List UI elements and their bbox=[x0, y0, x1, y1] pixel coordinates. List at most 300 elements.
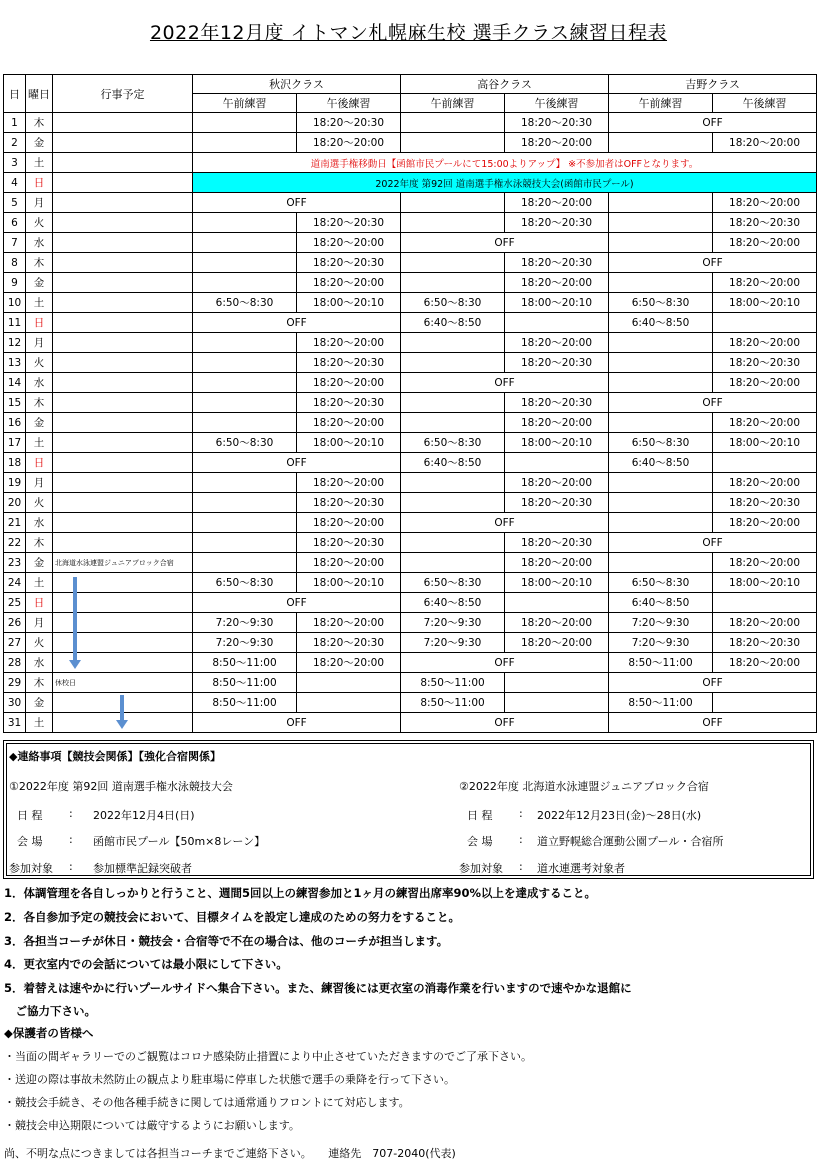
header-events: 行事予定 bbox=[53, 75, 193, 113]
closure-period-arrow bbox=[120, 695, 124, 720]
practice-cell: 8:50～11:00 bbox=[401, 673, 505, 693]
event-1-target: 参加標準記録突破者 bbox=[93, 862, 192, 875]
practice-cell bbox=[193, 533, 297, 553]
day-cell: 21 bbox=[4, 513, 26, 533]
table-row bbox=[4, 293, 817, 313]
day-cell: 30 bbox=[4, 693, 26, 713]
practice-cell bbox=[401, 553, 505, 573]
rule-1: 1．体調管理を各自しっかりと行うこと、週間5回以上の練習参加と1ヶ月の練習出席率90%以上を達成すること。 bbox=[4, 886, 597, 900]
practice-cell: 18:00～20:10 bbox=[297, 293, 401, 313]
event-2-date-label: 日 程 bbox=[467, 809, 493, 822]
practice-cell bbox=[713, 693, 817, 713]
practice-cell bbox=[609, 193, 713, 213]
day-cell: 4 bbox=[4, 173, 26, 193]
table-row bbox=[4, 273, 817, 293]
header-pm: 午後練習 bbox=[505, 94, 609, 113]
practice-cell: 18:20～20:00 bbox=[505, 413, 609, 433]
practice-cell: 6:50～8:30 bbox=[609, 433, 713, 453]
table-row bbox=[4, 573, 817, 593]
event-cell bbox=[53, 153, 193, 173]
practice-cell bbox=[609, 473, 713, 493]
practice-cell bbox=[193, 553, 297, 573]
weekday-cell: 月 bbox=[26, 333, 53, 353]
table-row bbox=[4, 553, 817, 573]
event-cell bbox=[53, 133, 193, 153]
practice-cell: OFF bbox=[193, 453, 401, 473]
header-day: 日 bbox=[4, 75, 26, 113]
practice-cell bbox=[505, 593, 609, 613]
guardian-note-3: ・競技会手続き、その他各種手続きに関しては通常通りフロントにて対応します。 bbox=[4, 1096, 410, 1109]
table-row bbox=[4, 593, 817, 613]
table-row bbox=[4, 133, 817, 153]
practice-cell bbox=[193, 133, 297, 153]
weekday-cell: 火 bbox=[26, 213, 53, 233]
practice-cell bbox=[193, 213, 297, 233]
rule-4: 4．更衣室内での会話については最小限にして下さい。 bbox=[4, 957, 288, 971]
closure-period-arrowhead bbox=[116, 720, 128, 729]
practice-cell: 6:40～8:50 bbox=[401, 593, 505, 613]
practice-cell: OFF bbox=[401, 513, 609, 533]
weekday-cell: 水 bbox=[26, 373, 53, 393]
event-cell bbox=[53, 413, 193, 433]
guardian-note-1: ・当面の間ギャラリーでのご観覧はコロナ感染防止措置により中止させていただきますのでご了承下さい。 bbox=[4, 1050, 532, 1063]
day-cell: 18 bbox=[4, 453, 26, 473]
practice-cell bbox=[609, 233, 713, 253]
practice-cell bbox=[401, 213, 505, 233]
practice-cell bbox=[401, 473, 505, 493]
practice-cell: 18:20～20:00 bbox=[713, 473, 817, 493]
header-am: 午前練習 bbox=[401, 94, 505, 113]
table-row bbox=[4, 693, 817, 713]
practice-cell: 6:40～8:50 bbox=[401, 453, 505, 473]
practice-cell: 18:20～20:00 bbox=[297, 473, 401, 493]
event-cell bbox=[53, 173, 193, 193]
event-cell bbox=[53, 313, 193, 333]
day-cell: 9 bbox=[4, 273, 26, 293]
practice-cell bbox=[401, 113, 505, 133]
practice-cell bbox=[609, 353, 713, 373]
practice-cell bbox=[401, 193, 505, 213]
colon: : bbox=[69, 833, 73, 846]
guardian-heading: ◆保護者の皆様へ bbox=[4, 1026, 94, 1040]
day-cell: 25 bbox=[4, 593, 26, 613]
practice-cell: 18:20～20:30 bbox=[297, 633, 401, 653]
practice-cell: 18:20～20:00 bbox=[505, 133, 609, 153]
practice-cell: 18:20～20:30 bbox=[505, 213, 609, 233]
table-row bbox=[4, 193, 817, 213]
practice-cell: 18:20～20:00 bbox=[713, 273, 817, 293]
practice-cell: OFF bbox=[401, 713, 609, 733]
weekday-cell: 月 bbox=[26, 473, 53, 493]
weekday-cell: 木 bbox=[26, 253, 53, 273]
practice-cell bbox=[401, 393, 505, 413]
practice-cell: 18:20～20:30 bbox=[713, 633, 817, 653]
practice-cell: 18:20～20:30 bbox=[505, 533, 609, 553]
header-class-akisawa: 秋沢クラス bbox=[193, 75, 401, 94]
event-cell bbox=[53, 373, 193, 393]
practice-cell bbox=[193, 273, 297, 293]
practice-cell bbox=[297, 693, 401, 713]
table-row bbox=[4, 673, 817, 693]
practice-cell: 18:20～20:00 bbox=[713, 193, 817, 213]
practice-cell bbox=[193, 413, 297, 433]
event-cell bbox=[53, 433, 193, 453]
practice-cell: 18:20～20:00 bbox=[297, 613, 401, 633]
practice-cell bbox=[713, 313, 817, 333]
day-cell: 19 bbox=[4, 473, 26, 493]
practice-cell: OFF bbox=[401, 373, 609, 393]
table-row bbox=[4, 653, 817, 673]
practice-cell: 18:20～20:00 bbox=[505, 273, 609, 293]
table-row bbox=[4, 173, 817, 193]
day-cell: 5 bbox=[4, 193, 26, 213]
table-row bbox=[4, 473, 817, 493]
practice-cell bbox=[193, 333, 297, 353]
practice-cell: 18:20～20:00 bbox=[505, 553, 609, 573]
practice-cell: 18:20～20:30 bbox=[297, 113, 401, 133]
day-cell: 26 bbox=[4, 613, 26, 633]
weekday-cell: 日 bbox=[26, 593, 53, 613]
practice-cell bbox=[401, 493, 505, 513]
practice-cell: OFF bbox=[609, 393, 817, 413]
day-cell: 3 bbox=[4, 153, 26, 173]
day-cell: 17 bbox=[4, 433, 26, 453]
practice-cell bbox=[713, 453, 817, 473]
practice-cell bbox=[505, 453, 609, 473]
practice-cell: 18:20～20:30 bbox=[505, 353, 609, 373]
practice-cell: 7:20～9:30 bbox=[401, 633, 505, 653]
practice-cell: 6:50～8:30 bbox=[401, 433, 505, 453]
practice-cell: 18:20～20:00 bbox=[297, 233, 401, 253]
practice-cell: 18:20～20:00 bbox=[505, 613, 609, 633]
event-1-date-label: 日 程 bbox=[17, 809, 43, 822]
practice-cell bbox=[193, 373, 297, 393]
table-row bbox=[4, 613, 817, 633]
day-cell: 8 bbox=[4, 253, 26, 273]
practice-cell: OFF bbox=[193, 713, 401, 733]
page-title: 2022年12月度 イトマン札幌麻生校 選手クラス練習日程表 bbox=[149, 22, 668, 44]
event-cell: 休校日 bbox=[53, 673, 193, 693]
practice-cell: 18:20～20:00 bbox=[713, 133, 817, 153]
practice-cell: 18:00～20:10 bbox=[297, 433, 401, 453]
practice-cell: 18:20～20:00 bbox=[297, 133, 401, 153]
practice-cell bbox=[609, 553, 713, 573]
practice-cell bbox=[401, 253, 505, 273]
practice-cell: 6:50～8:30 bbox=[193, 433, 297, 453]
practice-cell bbox=[401, 273, 505, 293]
weekday-cell: 木 bbox=[26, 673, 53, 693]
weekday-cell: 火 bbox=[26, 353, 53, 373]
weekday-cell: 土 bbox=[26, 573, 53, 593]
weekday-cell: 日 bbox=[26, 173, 53, 193]
table-row bbox=[4, 213, 817, 233]
practice-cell: 18:20～20:00 bbox=[713, 513, 817, 533]
weekday-cell: 土 bbox=[26, 713, 53, 733]
practice-cell bbox=[193, 353, 297, 373]
event-cell: 北海道水泳連盟ジュニアブロック合宿 bbox=[53, 553, 193, 573]
practice-cell: 6:50～8:30 bbox=[609, 573, 713, 593]
practice-cell bbox=[193, 253, 297, 273]
event-cell bbox=[53, 453, 193, 473]
header-am: 午前練習 bbox=[609, 94, 713, 113]
table-row bbox=[4, 633, 817, 653]
table-row bbox=[4, 393, 817, 413]
event-1-venue-label: 会 場 bbox=[17, 835, 43, 848]
day-cell: 11 bbox=[4, 313, 26, 333]
practice-cell: 18:20～20:00 bbox=[297, 653, 401, 673]
weekday-cell: 月 bbox=[26, 193, 53, 213]
camp-period-arrowhead bbox=[69, 660, 81, 669]
header-class-yoshino: 吉野クラス bbox=[609, 75, 817, 94]
practice-cell bbox=[609, 213, 713, 233]
table-row bbox=[4, 433, 817, 453]
practice-cell: 8:50～11:00 bbox=[609, 653, 713, 673]
practice-cell: 18:20～20:30 bbox=[713, 493, 817, 513]
weekday-cell: 火 bbox=[26, 493, 53, 513]
practice-cell: 18:20～20:00 bbox=[505, 633, 609, 653]
event-cell bbox=[53, 293, 193, 313]
weekday-cell: 水 bbox=[26, 513, 53, 533]
table-row bbox=[4, 413, 817, 433]
practice-cell: 18:20～20:30 bbox=[297, 493, 401, 513]
practice-cell bbox=[193, 233, 297, 253]
practice-cell: 18:00～20:10 bbox=[505, 573, 609, 593]
event-cell bbox=[53, 493, 193, 513]
practice-cell bbox=[609, 273, 713, 293]
practice-cell: 6:50～8:30 bbox=[401, 573, 505, 593]
table-row bbox=[4, 353, 817, 373]
table-row bbox=[4, 253, 817, 273]
event-cell bbox=[53, 253, 193, 273]
day-cell: 20 bbox=[4, 493, 26, 513]
practice-cell bbox=[609, 333, 713, 353]
table-row bbox=[4, 513, 817, 533]
practice-cell: 18:20～20:00 bbox=[297, 373, 401, 393]
weekday-cell: 水 bbox=[26, 233, 53, 253]
practice-cell: OFF bbox=[401, 233, 609, 253]
practice-cell: 18:20～20:30 bbox=[713, 213, 817, 233]
practice-cell: 6:50～8:30 bbox=[193, 293, 297, 313]
event-cell bbox=[53, 333, 193, 353]
practice-cell: 18:20～20:00 bbox=[505, 473, 609, 493]
day-cell: 31 bbox=[4, 713, 26, 733]
full-row-note: 道南選手権移動日【函館市民プールにて15:00よりアップ】 ※不参加者はOFFとなります。 bbox=[193, 153, 817, 173]
practice-cell bbox=[401, 353, 505, 373]
practice-cell bbox=[505, 673, 609, 693]
day-cell: 14 bbox=[4, 373, 26, 393]
practice-cell: 18:20～20:00 bbox=[713, 373, 817, 393]
notice-box bbox=[3, 740, 814, 879]
day-cell: 27 bbox=[4, 633, 26, 653]
camp-period-arrow bbox=[73, 577, 77, 661]
day-cell: 15 bbox=[4, 393, 26, 413]
practice-cell: 18:20～20:00 bbox=[713, 553, 817, 573]
practice-cell: 18:20～20:30 bbox=[505, 493, 609, 513]
colon: : bbox=[519, 833, 523, 846]
practice-cell: 6:50～8:30 bbox=[193, 573, 297, 593]
event-cell bbox=[53, 233, 193, 253]
weekday-cell: 月 bbox=[26, 613, 53, 633]
weekday-cell: 日 bbox=[26, 313, 53, 333]
practice-cell: 7:20～9:30 bbox=[193, 633, 297, 653]
weekday-cell: 木 bbox=[26, 393, 53, 413]
practice-cell: 18:20～20:00 bbox=[505, 193, 609, 213]
practice-cell: 18:00～20:10 bbox=[505, 293, 609, 313]
practice-cell: 18:20～20:30 bbox=[297, 253, 401, 273]
weekday-cell: 土 bbox=[26, 433, 53, 453]
practice-cell: 18:20～20:00 bbox=[713, 233, 817, 253]
day-cell: 10 bbox=[4, 293, 26, 313]
practice-cell: 18:00～20:10 bbox=[713, 433, 817, 453]
practice-cell: 7:20～9:30 bbox=[609, 633, 713, 653]
weekday-cell: 水 bbox=[26, 653, 53, 673]
practice-cell: 18:20～20:30 bbox=[505, 393, 609, 413]
table-row bbox=[4, 233, 817, 253]
practice-cell: 6:40～8:50 bbox=[609, 593, 713, 613]
event-1-target-label: 参加対象 bbox=[9, 862, 53, 875]
day-cell: 23 bbox=[4, 553, 26, 573]
weekday-cell: 火 bbox=[26, 633, 53, 653]
practice-cell bbox=[193, 393, 297, 413]
weekday-cell: 金 bbox=[26, 693, 53, 713]
practice-cell: 8:50～11:00 bbox=[401, 693, 505, 713]
practice-cell bbox=[505, 693, 609, 713]
rule-2: 2．各自参加予定の競技会において、目標タイムを設定し達成のための努力をすること。 bbox=[4, 910, 461, 924]
practice-cell: OFF bbox=[609, 673, 817, 693]
weekday-cell: 木 bbox=[26, 533, 53, 553]
practice-cell: 18:00～20:10 bbox=[713, 573, 817, 593]
practice-cell: 18:20～20:30 bbox=[505, 253, 609, 273]
rule-5: 5．着替えは速やかに行いプールサイドへ集合下さい。また、練習後には更衣室の消毒作業を行いますので速やかな退館に bbox=[4, 981, 632, 995]
day-cell: 16 bbox=[4, 413, 26, 433]
practice-cell: 18:20～20:00 bbox=[297, 413, 401, 433]
weekday-cell: 金 bbox=[26, 273, 53, 293]
practice-cell: OFF bbox=[193, 593, 401, 613]
event-2-target-label: 参加対象 bbox=[459, 862, 503, 875]
event-2-title: ②2022年度 北海道水泳連盟ジュニアブロック合宿 bbox=[459, 780, 709, 793]
practice-cell bbox=[193, 113, 297, 133]
rule-3: 3．各担当コーチが休日・競技会・合宿等で不在の場合は、他のコーチが担当します。 bbox=[4, 934, 449, 948]
day-cell: 22 bbox=[4, 533, 26, 553]
event-cell bbox=[53, 513, 193, 533]
header-class-takaya: 高谷クラス bbox=[401, 75, 609, 94]
practice-cell: 6:40～8:50 bbox=[401, 313, 505, 333]
practice-cell bbox=[505, 313, 609, 333]
practice-cell: 18:20～20:30 bbox=[505, 113, 609, 133]
practice-cell bbox=[609, 133, 713, 153]
weekday-cell: 金 bbox=[26, 553, 53, 573]
practice-cell: 8:50～11:00 bbox=[193, 673, 297, 693]
weekday-cell: 日 bbox=[26, 453, 53, 473]
practice-cell: OFF bbox=[609, 713, 817, 733]
header-pm: 午後練習 bbox=[297, 94, 401, 113]
table-row bbox=[4, 373, 817, 393]
table-row bbox=[4, 313, 817, 333]
guardian-note-4: ・競技会申込期限については厳守するようにお願いします。 bbox=[4, 1119, 300, 1132]
day-cell: 13 bbox=[4, 353, 26, 373]
practice-cell: 18:20～20:00 bbox=[713, 333, 817, 353]
header-pm: 午後練習 bbox=[713, 94, 817, 113]
practice-cell: 18:20～20:00 bbox=[297, 333, 401, 353]
practice-cell: OFF bbox=[193, 193, 401, 213]
practice-cell: 18:20～20:30 bbox=[713, 353, 817, 373]
practice-cell: OFF bbox=[193, 313, 401, 333]
event-2-target: 道水連選考対象者 bbox=[537, 862, 625, 875]
practice-cell: OFF bbox=[609, 253, 817, 273]
practice-cell: 6:40～8:50 bbox=[609, 313, 713, 333]
practice-cell: OFF bbox=[609, 533, 817, 553]
practice-cell: 18:20～20:00 bbox=[505, 333, 609, 353]
practice-cell bbox=[609, 493, 713, 513]
practice-cell: OFF bbox=[401, 653, 609, 673]
table-row bbox=[4, 493, 817, 513]
practice-cell: 7:20～9:30 bbox=[609, 613, 713, 633]
colon: : bbox=[519, 860, 523, 873]
event-cell bbox=[53, 213, 193, 233]
practice-cell: 18:20～20:00 bbox=[297, 273, 401, 293]
rule-5-cont: ご協力下さい。 bbox=[4, 1004, 96, 1018]
practice-cell: 7:20～9:30 bbox=[401, 613, 505, 633]
practice-cell: 6:50～8:30 bbox=[609, 293, 713, 313]
practice-cell bbox=[401, 133, 505, 153]
practice-cell: 18:20～20:00 bbox=[713, 613, 817, 633]
day-cell: 12 bbox=[4, 333, 26, 353]
weekday-cell: 土 bbox=[26, 293, 53, 313]
footer-contact: 尚、不明な点につきましては各担当コーチまでご連絡下さい。 連絡先 707-2040(代表) bbox=[4, 1147, 456, 1160]
event-cell bbox=[53, 193, 193, 213]
event-2-date: 2022年12月23日(金)～28日(水) bbox=[537, 809, 702, 822]
colon: : bbox=[519, 807, 523, 820]
event-cell bbox=[53, 393, 193, 413]
event-cell bbox=[53, 353, 193, 373]
event-cell bbox=[53, 533, 193, 553]
event-1-date: 2022年12月4日(日) bbox=[93, 809, 195, 822]
practice-cell bbox=[401, 533, 505, 553]
practice-cell: 18:20～20:00 bbox=[713, 653, 817, 673]
practice-cell bbox=[401, 333, 505, 353]
practice-cell: 7:20～9:30 bbox=[193, 613, 297, 633]
day-cell: 29 bbox=[4, 673, 26, 693]
header-weekday: 曜日 bbox=[26, 75, 53, 113]
colon: : bbox=[69, 860, 73, 873]
practice-cell bbox=[713, 593, 817, 613]
day-cell: 6 bbox=[4, 213, 26, 233]
table-row bbox=[4, 153, 817, 173]
practice-cell bbox=[401, 413, 505, 433]
table-row bbox=[4, 113, 817, 133]
practice-cell bbox=[193, 473, 297, 493]
weekday-cell: 金 bbox=[26, 133, 53, 153]
practice-cell: 18:20～20:30 bbox=[297, 393, 401, 413]
practice-cell: 18:00～20:10 bbox=[505, 433, 609, 453]
practice-cell: 8:50～11:00 bbox=[193, 693, 297, 713]
table-row bbox=[4, 533, 817, 553]
weekday-cell: 金 bbox=[26, 413, 53, 433]
practice-cell: 18:20～20:00 bbox=[297, 513, 401, 533]
practice-cell: 8:50～11:00 bbox=[609, 693, 713, 713]
practice-cell: 6:50～8:30 bbox=[401, 293, 505, 313]
practice-cell: 18:20～20:30 bbox=[297, 213, 401, 233]
practice-cell: 18:20～20:30 bbox=[297, 533, 401, 553]
practice-cell bbox=[193, 513, 297, 533]
table-row bbox=[4, 453, 817, 473]
day-cell: 7 bbox=[4, 233, 26, 253]
practice-cell bbox=[297, 673, 401, 693]
practice-cell: 6:40～8:50 bbox=[609, 453, 713, 473]
practice-cell: 8:50～11:00 bbox=[193, 653, 297, 673]
notice-heading: ◆連絡事項【競技会関係】【強化合宿関係】 bbox=[9, 750, 221, 763]
practice-cell bbox=[609, 373, 713, 393]
